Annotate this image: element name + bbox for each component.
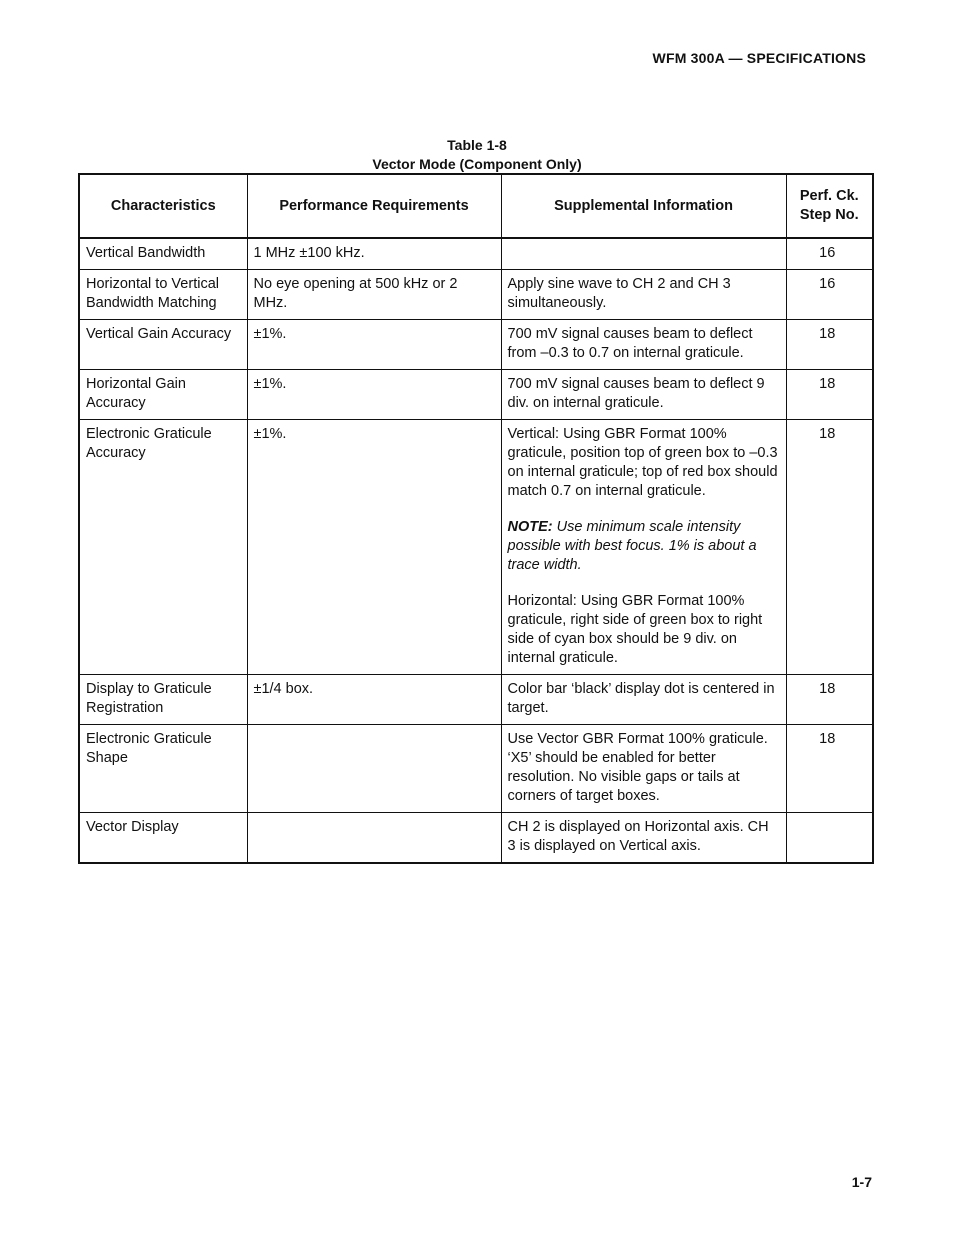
supplemental-cell [501,370,786,420]
supplemental-cell [501,725,786,813]
step-number-cell: 18 [786,725,873,813]
supplemental-cell [501,238,786,270]
step-number-cell: 18 [786,370,873,420]
step-number-cell: 18 [786,320,873,370]
supplemental-paragraph [508,425,780,501]
supplemental-text: Use minimum scale intensity possible with best focus. 1% is about a trace width. [507,519,757,573]
supplemental-cell [501,270,786,320]
characteristic-cell: Display to Graticule Registration [79,675,247,725]
requirement-cell: 1 MHz ±100 kHz. [247,238,501,270]
characteristic-cell: Electronic Graticule Shape [79,725,247,813]
supplemental-cell [501,420,786,675]
supplemental-paragraph [508,592,780,668]
table-row [79,420,873,675]
supplemental-text: Horizontal: Using GBR Format 100% graticule, right side of green box to right side of cyan box should be 9 div. on internal graticule. [507,593,763,666]
supplemental-paragraph [508,275,780,313]
page-number: 1-7 [851,1174,872,1190]
requirement-cell: No eye opening at 500 kHz or 2 MHz. [247,270,501,320]
requirement-cell: ±1/4 box. [247,675,501,725]
requirement-cell [247,813,501,864]
table-row [79,725,873,813]
supplemental-paragraph [508,375,780,413]
supplemental-cell [501,320,786,370]
table-title: Vector Mode (Component Only) [372,156,582,172]
supplemental-text: Use Vector GBR Format 100% graticule. ‘X5’ should be enabled for better resolution. No visible gaps or tails at corners of target boxes. [507,731,768,804]
requirement-cell: ±1%. [247,320,501,370]
requirement-cell [247,725,501,813]
table-header-row [79,174,873,238]
step-number-cell [786,813,873,864]
table-number: Table 1-8 [447,137,507,153]
supplemental-paragraph [508,325,780,363]
table-row [79,370,873,420]
step-number-cell: 18 [786,675,873,725]
supplemental-text: Vertical: Using GBR Format 100% graticule, position top of green box to –0.3 on internal graticule; top of red box should match 0.7 on internal graticule. [507,426,778,499]
supplemental-paragraph [508,680,780,718]
supplemental-text: Apply sine wave to CH 2 and CH 3 simultaneously. [507,276,731,311]
requirement-cell: ±1%. [247,370,501,420]
running-head: WFM 300A — SPECIFICATIONS [652,50,866,66]
note-paragraph [508,518,780,575]
supplemental-cell [501,675,786,725]
table-body [79,238,873,863]
table-caption [0,136,954,174]
step-number-cell: 16 [786,270,873,320]
characteristic-cell: Vertical Gain Accuracy [79,320,247,370]
col-header-perf-ck-step-no: Perf. Ck. Step No. [786,174,873,238]
supplemental-text: CH 2 is displayed on Horizontal axis. CH 3 is displayed on Vertical axis. [507,819,769,854]
supplemental-text: Color bar ‘black’ display dot is centered in target. [507,681,775,716]
col-header-characteristics: Characteristics [79,174,247,238]
step-number-cell: 18 [786,420,873,675]
characteristic-cell: Electronic Graticule Accuracy [79,420,247,675]
spec-table [78,173,874,864]
table-row [79,675,873,725]
step-number-cell: 16 [786,238,873,270]
supplemental-text: 700 mV signal causes beam to deflect 9 div. on internal graticule. [507,376,765,411]
requirement-cell: ±1%. [247,420,501,675]
characteristic-cell: Horizontal Gain Accuracy [79,370,247,420]
supplemental-paragraph [508,818,780,856]
col-header-supplemental-information: Supplemental Information [501,174,786,238]
supplemental-paragraph [508,730,780,806]
note-label: NOTE: [507,519,553,535]
characteristic-cell: Vector Display [79,813,247,864]
supplemental-cell [501,813,786,864]
supplemental-text: 700 mV signal causes beam to deflect from –0.3 to 0.7 on internal graticule. [507,326,753,361]
characteristic-cell: Vertical Bandwidth [79,238,247,270]
table-row [79,238,873,270]
table-row [79,320,873,370]
col-header-performance-requirements: Performance Requirements [247,174,501,238]
table-row [79,270,873,320]
characteristic-cell: Horizontal to Vertical Bandwidth Matching [79,270,247,320]
table-row [79,813,873,864]
